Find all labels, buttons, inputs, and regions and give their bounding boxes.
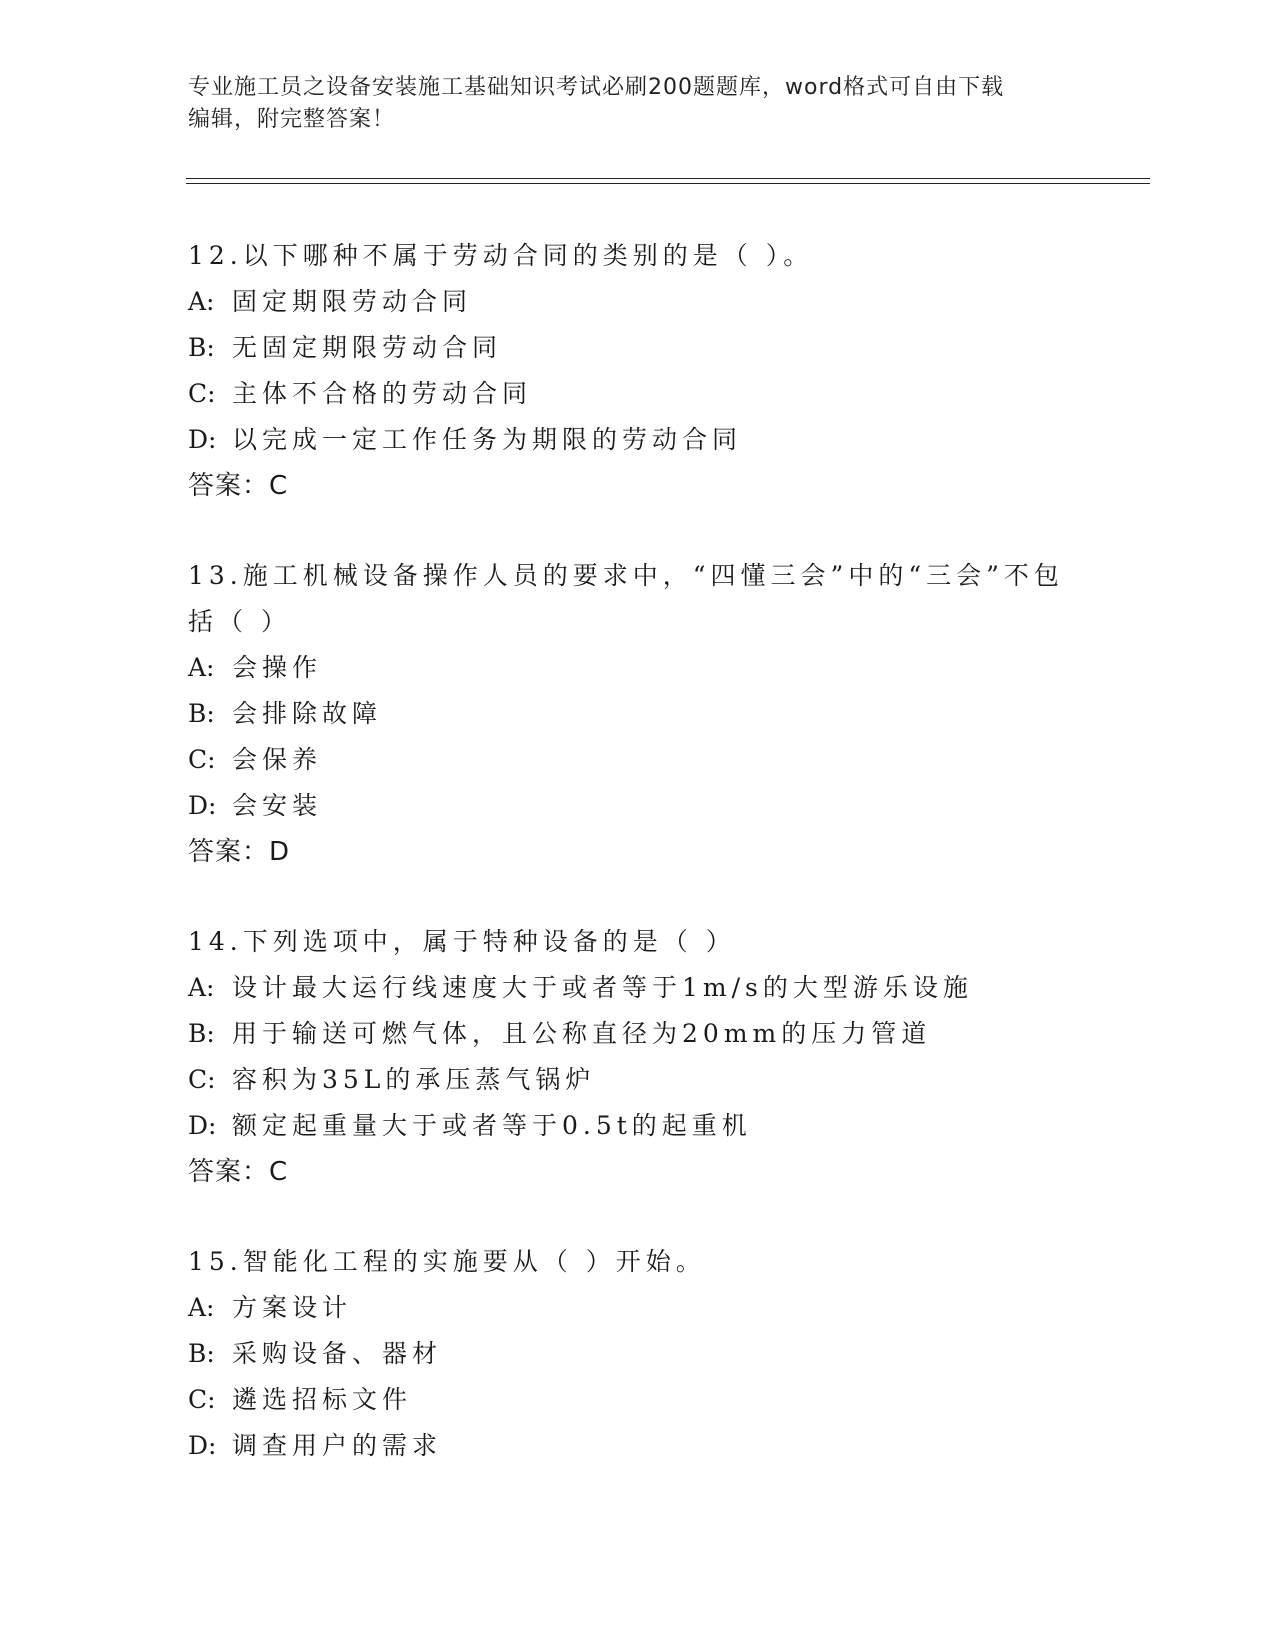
option-row [188, 279, 1088, 325]
option-row [188, 1011, 1088, 1057]
option-letter: B: [188, 699, 215, 728]
option-row [188, 1103, 1088, 1149]
option-row [188, 965, 1088, 1011]
option-text: 会操作 [232, 653, 323, 682]
option-letter: A: [188, 653, 215, 682]
question-block [188, 553, 1088, 875]
option-letter: C: [188, 1385, 216, 1414]
option-text: 遴选招标文件 [232, 1385, 413, 1414]
option-letter: A: [188, 287, 215, 316]
option-text: 无固定期限劳动合同 [232, 333, 503, 362]
option-row [188, 783, 1088, 829]
option-text: 以完成一定工作任务为期限的劳动合同 [232, 425, 743, 454]
header-line-1: 专业施工员之设备安装施工基础知识考试必刷200题题库，word格式可自由下载 [188, 75, 1005, 100]
option-letter: A: [188, 973, 215, 1002]
option-row [188, 417, 1088, 463]
option-letter: D: [188, 791, 217, 820]
option-letter: A: [188, 1293, 215, 1322]
option-text: 方案设计 [232, 1293, 353, 1322]
option-row [188, 1331, 1088, 1377]
option-letter: D: [188, 425, 217, 454]
option-letter: D: [188, 1111, 217, 1140]
option-row [188, 737, 1088, 783]
option-text: 设计最大运行线速度大于或者等于1m/s的大型游乐设施 [232, 973, 973, 1002]
document-header [188, 72, 1088, 136]
header-divider-top [186, 178, 1150, 179]
option-row [188, 645, 1088, 691]
option-text: 固定期限劳动合同 [232, 287, 473, 316]
option-text: 会排除故障 [232, 699, 383, 728]
option-text: 采购设备、器材 [232, 1339, 443, 1368]
option-text: 会保养 [232, 745, 323, 774]
option-row [188, 1057, 1088, 1103]
option-text: 会安装 [232, 791, 323, 820]
question-stem: 13.施工机械设备操作人员的要求中，“四懂三会”中的“三会”不包 [188, 561, 1064, 590]
option-row [188, 1377, 1088, 1423]
question-block [188, 919, 1088, 1195]
option-text: 用于输送可燃气体，且公称直径为20mm的压力管道 [232, 1019, 932, 1048]
answer-line: 答案：C [188, 1157, 289, 1187]
option-text: 主体不合格的劳动合同 [232, 379, 533, 408]
question-stem: 括（ ） [188, 607, 291, 636]
option-row [188, 1285, 1088, 1331]
header-divider-bottom [186, 183, 1150, 184]
question-stem: 12.以下哪种不属于劳动合同的类别的是（ ）。 [188, 241, 814, 270]
option-letter: B: [188, 1019, 215, 1048]
option-letter: D: [188, 1431, 217, 1460]
option-letter: C: [188, 1065, 216, 1094]
answer-line: 答案：D [188, 837, 291, 867]
question-block [188, 1239, 1088, 1469]
option-letter: C: [188, 379, 216, 408]
question-stem: 15.智能化工程的实施要从（ ）开始。 [188, 1247, 706, 1276]
option-text: 额定起重量大于或者等于0.5t的起重机 [232, 1111, 752, 1140]
question-list [188, 233, 1088, 1513]
option-row [188, 1423, 1088, 1469]
question-block [188, 233, 1088, 509]
option-row [188, 325, 1088, 371]
option-text: 容积为35L的承压蒸气锅炉 [232, 1065, 596, 1094]
option-letter: B: [188, 333, 215, 362]
option-letter: C: [188, 745, 216, 774]
header-line-2: 编辑，附完整答案！ [188, 107, 396, 132]
option-row [188, 691, 1088, 737]
answer-line: 答案：C [188, 471, 289, 501]
option-letter: B: [188, 1339, 215, 1368]
option-text: 调查用户的需求 [232, 1431, 443, 1460]
question-stem: 14.下列选项中，属于特种设备的是（ ） [188, 927, 736, 956]
option-row [188, 371, 1088, 417]
